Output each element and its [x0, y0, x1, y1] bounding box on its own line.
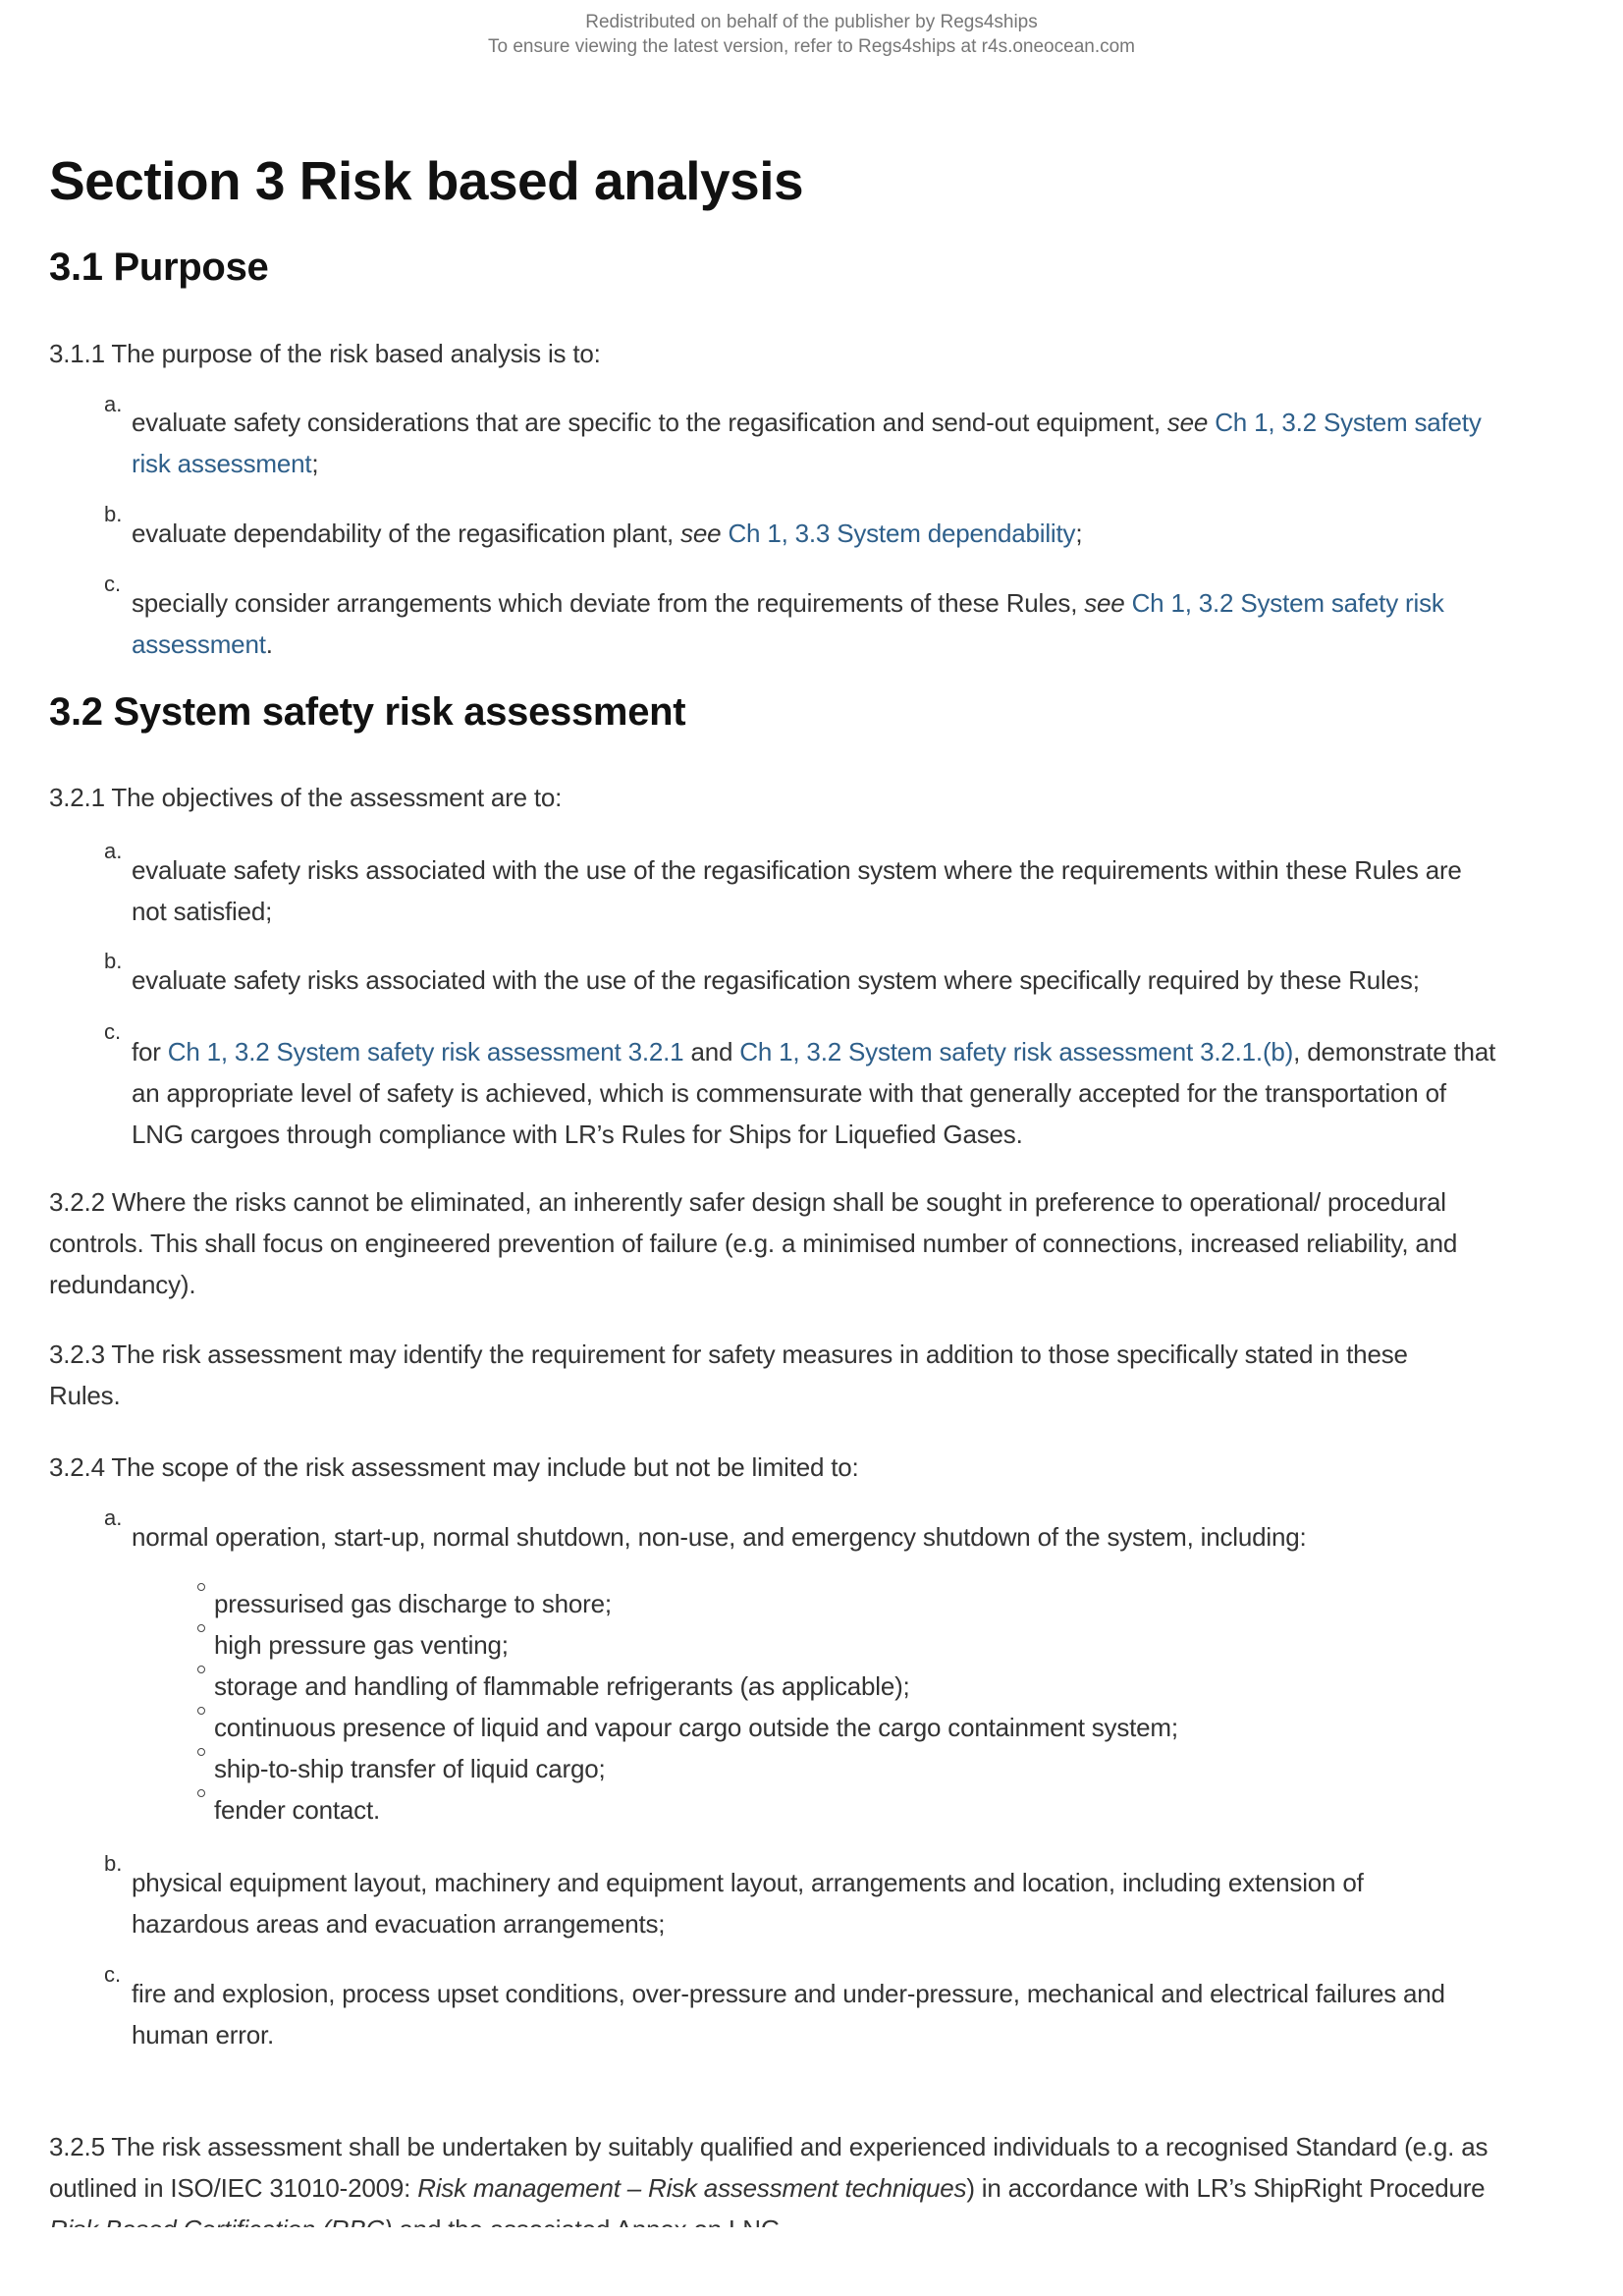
list-marker-c: c.	[104, 572, 122, 596]
list-item-3-2-4-a: normal operation, start-up, normal shutdown, non-use, and emergency shutdown of the system, including:	[132, 1522, 1307, 1552]
paragraph-3-2-2: 3.2.2 Where the risks cannot be eliminated, an inherently safer design shall be sought in preference to operational/ procedural	[49, 1187, 1446, 1217]
list-marker-a: a.	[104, 1505, 123, 1530]
circle-bullet-icon	[197, 1666, 205, 1673]
sub-list-item: fender contact.	[214, 1795, 380, 1825]
list-item-3-2-4-c-cont: human error.	[132, 2020, 275, 2050]
circle-bullet-icon	[197, 1583, 205, 1591]
list-item-3-1-1-c: specially consider arrangements which deviate from the requirements of these Rules, see Ch 1, 3.2 System safety risk	[132, 588, 1444, 618]
heading-3-1-purpose: 3.1 Purpose	[49, 246, 269, 289]
link-ch1-3-2-system-safety-risk[interactable]: Ch 1, 3.2 System safety risk	[1124, 588, 1444, 618]
redistribution-notice: Redistributed on behalf of the publisher by Regs4ships	[585, 12, 1038, 32]
list-item-3-2-1-c: for Ch 1, 3.2 System safety risk assessment 3.2.1 and Ch 1, 3.2 System safety risk assessment 3.2.1.(b), demonstrate that	[132, 1037, 1496, 1066]
sub-list-item: continuous presence of liquid and vapour cargo outside the cargo containment system;	[214, 1713, 1178, 1742]
list-marker-c: c.	[104, 1962, 122, 1987]
page-title: Section 3 Risk based analysis	[49, 150, 804, 211]
circle-bullet-icon	[197, 1707, 205, 1715]
paragraph-3-2-4: 3.2.4 The scope of the risk assessment may include but not be limited to:	[49, 1452, 859, 1482]
list-item-3-2-1-c-cont2: LNG cargoes through compliance with LR’s Rules for Ships for Liquefied Gases.	[132, 1120, 1023, 1149]
list-item-3-2-1-a: evaluate safety risks associated with the use of the regasification system where the requirements within these Rules are	[132, 855, 1462, 885]
circle-bullet-icon	[197, 1748, 205, 1756]
paragraph-3-2-5: 3.2.5 The risk assessment shall be undertaken by suitably qualified and experienced individuals to a recognised Standard (e.g. as	[49, 2132, 1488, 2161]
list-item-3-2-1-b: evaluate safety risks associated with the use of the regasification system where specifically required by these Rules;	[132, 965, 1420, 995]
paragraph-3-2-2-cont: controls. This shall focus on engineered prevention of failure (e.g. a minimised number of connections, increased reliability, and	[49, 1229, 1458, 1258]
link-ch1-3-2-assessment-cont[interactable]: assessment	[132, 629, 266, 659]
link-3-2-1-b[interactable]: Ch 1, 3.2 System safety risk assessment 3.2.1.(b)	[739, 1037, 1294, 1066]
link-ch1-3-3-system-dependability[interactable]: Ch 1, 3.3 System dependability	[721, 519, 1076, 548]
paragraph-3-2-3: 3.2.3 The risk assessment may identify the requirement for safety measures in addition to those specifically stated in these	[49, 1339, 1408, 1369]
paragraph-3-2-5-cont: outlined in ISO/IEC 31010-2009: Risk management – Risk assessment techniques) in accordance with LR’s ShipRight Procedure	[49, 2173, 1486, 2203]
heading-3-2-system-safety-risk-assessment: 3.2 System safety risk assessment	[49, 690, 686, 734]
paragraph-3-2-2-cont2: redundancy).	[49, 1270, 196, 1299]
link-3-2-1[interactable]: Ch 1, 3.2 System safety risk assessment 3.2.1	[167, 1037, 684, 1066]
sub-list-item: high pressure gas venting;	[214, 1630, 509, 1660]
paragraph-3-1-1: 3.1.1 The purpose of the risk based analysis is to:	[49, 339, 601, 368]
list-item-3-2-4-b: physical equipment layout, machinery and equipment layout, arrangements and location, including extension of	[132, 1868, 1364, 1897]
list-item-3-2-1-a-cont: not satisfied;	[132, 897, 273, 926]
link-ch1-3-2-system-safety-risk-assessment-cont[interactable]: risk assessment	[132, 449, 312, 478]
sub-list-item: ship-to-ship transfer of liquid cargo;	[214, 1754, 606, 1783]
list-marker-b: b.	[104, 502, 123, 526]
list-item-3-1-1-b: evaluate dependability of the regasification plant, see Ch 1, 3.3 System dependability;	[132, 519, 1083, 548]
latest-version-notice: To ensure viewing the latest version, refer to Regs4ships at r4s.oneocean.com	[487, 36, 1136, 57]
circle-bullet-icon	[197, 1624, 205, 1632]
list-marker-c: c.	[104, 1019, 122, 1044]
list-marker-b: b.	[104, 949, 123, 973]
list-item-3-2-4-c: fire and explosion, process upset conditions, over-pressure and under-pressure, mechanical and electrical failures and	[132, 1979, 1445, 2008]
list-marker-a: a.	[104, 839, 123, 863]
paragraph-3-2-1: 3.2.1 The objectives of the assessment are to:	[49, 783, 563, 812]
sub-list-item: storage and handling of flammable refrigerants (as applicable);	[214, 1671, 910, 1701]
paragraph-3-2-3-cont: Rules.	[49, 1381, 121, 1410]
list-marker-b: b.	[104, 1851, 123, 1876]
list-item-3-1-1-a: evaluate safety considerations that are specific to the regasification and send-out equipment, see Ch 1, 3.2 System safety	[132, 408, 1482, 437]
list-item-3-2-4-b-cont: hazardous areas and evacuation arrangements;	[132, 1909, 666, 1939]
sub-list-item: pressurised gas discharge to shore;	[214, 1589, 612, 1618]
list-marker-a: a.	[104, 392, 123, 416]
page-bottom-clip	[0, 2227, 1623, 2296]
circle-bullet-icon	[197, 1789, 205, 1797]
list-item-3-2-1-c-cont: an appropriate level of safety is achieved, which is commensurate with that generally accepted for the transportation of	[132, 1078, 1446, 1108]
link-ch1-3-2-system-safety-risk-assessment[interactable]: Ch 1, 3.2 System safety	[1208, 408, 1482, 437]
